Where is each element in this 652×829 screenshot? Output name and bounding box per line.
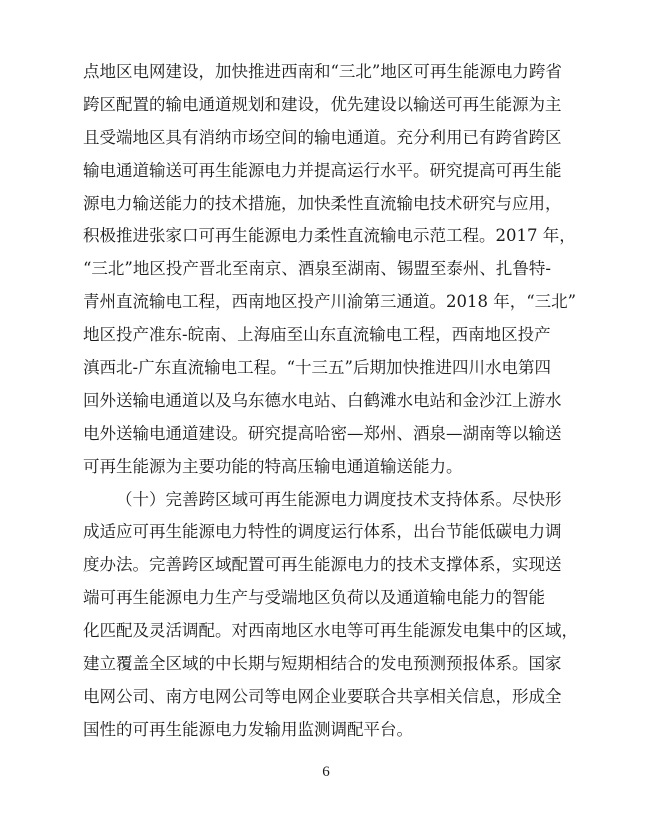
text-line: 且受端地区具有消纳市场空间的输电通道。充分利用已有跨省跨区 bbox=[83, 127, 562, 147]
text-line: 度办法。完善跨区域配置可再生能源电力的技术支撑体系，实现送 bbox=[83, 555, 562, 575]
text-line: 可再生能源为主要功能的特高压输电通道输送能力。 bbox=[83, 456, 463, 476]
body-text bbox=[83, 56, 583, 747]
text-line: 青州直流输电工程，西南地区投产川渝第三通道。2018 年，“三北” bbox=[83, 292, 577, 312]
page-number: 6 bbox=[322, 764, 330, 780]
text-line: 源电力输送能力的技术措施，加快柔性直流输电技术研究与应用， bbox=[83, 193, 562, 213]
text-line: 电外送输电通道建设。研究提高哈密—郑州、酒泉—湖南等以输送 bbox=[83, 423, 562, 443]
text-line: 建立覆盖全区域的中长期与短期相结合的发电预测预报体系。国家 bbox=[83, 654, 562, 674]
text-line: 输电通道输送可再生能源电力并提高运行水平。研究提高可再生能 bbox=[83, 160, 562, 180]
text-line: 电网公司、南方电网公司等电网企业要联合共享相关信息，形成全 bbox=[83, 686, 562, 706]
text-line: 点地区电网建设，加快推进西南和“三北”地区可再生能源电力跨省 bbox=[83, 62, 562, 81]
text-line: 端可再生能源电力生产与受端地区负荷以及通道输电能力的智能 bbox=[83, 588, 545, 608]
text-line: 积极推进张家口可再生能源电力柔性直流输电示范工程。2017 年， bbox=[83, 226, 576, 246]
text-line: 化匹配及灵活调配。对西南地区水电等可再生能源发电集中的区域， bbox=[83, 621, 578, 641]
text-line: 滇西北-广东直流输电工程。“十三五”后期加快推进四川水电第四 bbox=[83, 358, 551, 378]
text-line: 回外送输电通道以及乌东德水电站、白鹤滩水电站和金沙江上游水 bbox=[83, 390, 562, 410]
text-line: 地区投产准东-皖南、上海庙至山东直流输电工程，西南地区投产 bbox=[83, 325, 551, 345]
text-line: “三北”地区投产晋北至南京、酒泉至湖南、锡盟至泰州、扎鲁特- bbox=[83, 259, 551, 279]
text-line: （十）完善跨区域可再生能源电力调度技术支持体系。尽快形 bbox=[116, 489, 562, 509]
text-line: 国性的可再生能源电力发输用监测调配平台。 bbox=[83, 719, 413, 739]
text-line: 跨区配置的输电通道规划和建设，优先建设以输送可再生能源为主 bbox=[83, 94, 562, 114]
text-line: 成适应可再生能源电力特性的调度运行体系，出台节能低碳电力调 bbox=[83, 522, 562, 542]
